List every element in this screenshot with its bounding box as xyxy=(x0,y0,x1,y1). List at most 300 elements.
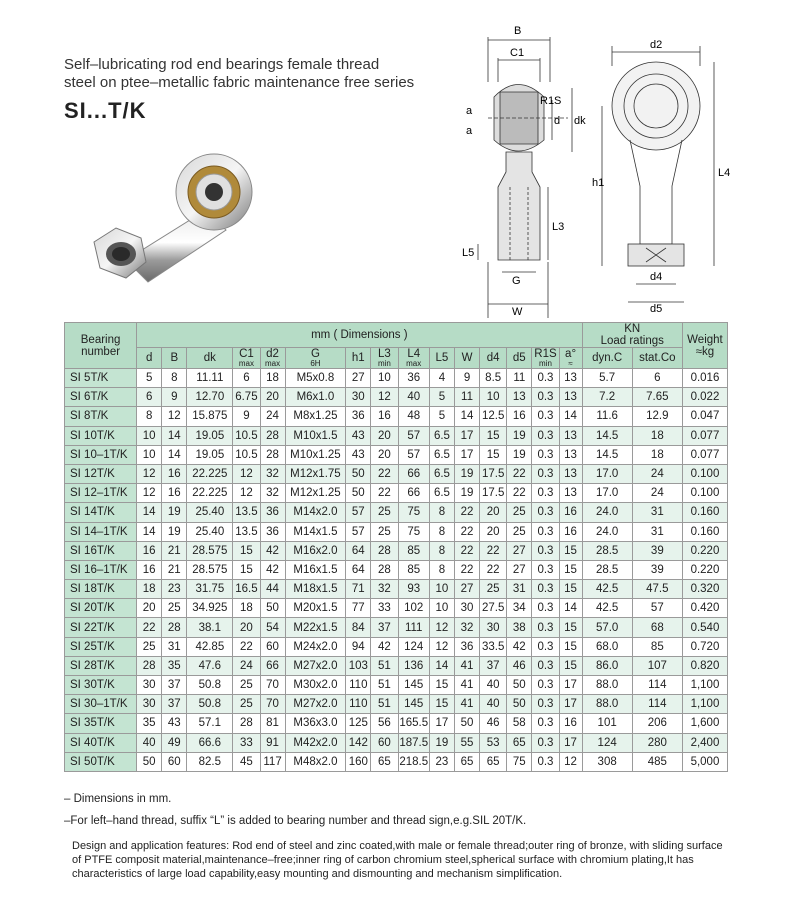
table-cell: 12 xyxy=(371,388,398,407)
table-cell: 5,000 xyxy=(682,752,727,771)
table-cell: 15 xyxy=(559,618,582,637)
table-cell: M5x0.8 xyxy=(285,369,346,388)
table-cell: 0.3 xyxy=(532,733,559,752)
table-cell: 24 xyxy=(233,656,260,675)
table-cell: 19.05 xyxy=(187,426,233,445)
table-cell: 12.5 xyxy=(480,407,507,426)
table-cell: 57 xyxy=(632,599,682,618)
table-cell: 25 xyxy=(480,580,507,599)
table-cell: 20 xyxy=(260,388,285,407)
table-cell: 39 xyxy=(632,560,682,579)
table-cell: 28 xyxy=(371,560,398,579)
table-cell: 37 xyxy=(480,656,507,675)
table-cell: 0.3 xyxy=(532,618,559,637)
table-cell: 102 xyxy=(398,599,429,618)
table-cell: 8 xyxy=(429,560,454,579)
table-cell: 28.5 xyxy=(582,560,632,579)
table-cell: 6 xyxy=(632,369,682,388)
table-cell: 33 xyxy=(371,599,398,618)
table-cell: 65 xyxy=(507,733,532,752)
table-cell: 110 xyxy=(346,676,371,695)
table-cell: 50.8 xyxy=(187,695,233,714)
table-cell: 35 xyxy=(162,656,187,675)
table-cell: 25 xyxy=(507,503,532,522)
table-cell: 28 xyxy=(260,426,285,445)
bearing-number-cell: SI 50T/K xyxy=(65,752,137,771)
table-cell: 20 xyxy=(371,445,398,464)
table-cell: 13 xyxy=(507,388,532,407)
table-cell: 50 xyxy=(346,464,371,483)
table-cell: 51 xyxy=(371,676,398,695)
table-cell: 9 xyxy=(162,388,187,407)
table-cell: 20 xyxy=(233,618,260,637)
table-cell: 11.11 xyxy=(187,369,233,388)
table-cell: 8 xyxy=(137,407,162,426)
table-cell: 20 xyxy=(371,426,398,445)
table-cell: M10x1.25 xyxy=(285,445,346,464)
column-header-sub: max xyxy=(265,359,281,368)
table-cell: 14 xyxy=(162,445,187,464)
table-cell: 22 xyxy=(233,637,260,656)
subtitle-line-2: steel on ptee–metallic fabric maintenance free series xyxy=(64,74,415,91)
table-cell: 125 xyxy=(346,714,371,733)
subtitle-line-1: Self–lubricating rod end bearings female thread xyxy=(64,56,380,73)
table-cell: 35 xyxy=(137,714,162,733)
diag-label-l5: L5 xyxy=(462,247,475,259)
table-cell: 54 xyxy=(260,618,285,637)
table-cell: 0.3 xyxy=(532,388,559,407)
table-row xyxy=(65,445,728,464)
bearing-number-cell: SI 28T/K xyxy=(65,656,137,675)
table-cell: 25 xyxy=(137,637,162,656)
table-cell: 0.720 xyxy=(682,637,727,656)
table-cell: 0.016 xyxy=(682,369,727,388)
table-cell: 15.875 xyxy=(187,407,233,426)
diag-label-dk: dk xyxy=(574,115,586,127)
table-cell: 28 xyxy=(137,656,162,675)
table-row xyxy=(65,580,728,599)
table-cell: 93 xyxy=(398,580,429,599)
column-header-main: d2 xyxy=(266,348,279,360)
table-cell: 17 xyxy=(559,733,582,752)
table-cell: 30 xyxy=(346,388,371,407)
table-cell: M27x2.0 xyxy=(285,695,346,714)
table-cell: 94 xyxy=(346,637,371,656)
table-cell: 28 xyxy=(260,445,285,464)
table-cell: 32 xyxy=(260,484,285,503)
table-row xyxy=(65,541,728,560)
table-cell: 51 xyxy=(371,695,398,714)
table-cell: 0.3 xyxy=(532,464,559,483)
table-cell: 40 xyxy=(137,733,162,752)
table-cell: 10.5 xyxy=(233,445,260,464)
bearing-number-cell: SI 6T/K xyxy=(65,388,137,407)
table-cell: 28 xyxy=(371,541,398,560)
column-header xyxy=(559,348,582,369)
table-cell: 6.5 xyxy=(429,445,454,464)
table-cell: 17 xyxy=(559,676,582,695)
table-cell: 16.5 xyxy=(233,580,260,599)
table-cell: 18 xyxy=(233,599,260,618)
table-cell: 9 xyxy=(454,369,479,388)
table-cell: 22 xyxy=(507,484,532,503)
table-cell: 8 xyxy=(429,522,454,541)
table-cell: 187.5 xyxy=(398,733,429,752)
table-cell: 36 xyxy=(260,522,285,541)
diag-label-h1: h1 xyxy=(592,177,605,189)
table-cell: 17 xyxy=(559,695,582,714)
column-header-main: L5 xyxy=(435,352,449,364)
column-header xyxy=(137,348,162,369)
column-header-main: h1 xyxy=(351,352,365,364)
table-cell: 0.047 xyxy=(682,407,727,426)
table-cell: 19 xyxy=(162,503,187,522)
table-cell: 20 xyxy=(480,522,507,541)
table-cell: 107 xyxy=(632,656,682,675)
table-cell: 15 xyxy=(429,676,454,695)
table-cell: 7.65 xyxy=(632,388,682,407)
table-cell: 206 xyxy=(632,714,682,733)
table-cell: 82.5 xyxy=(187,752,233,771)
column-header-main: W xyxy=(461,352,473,364)
table-cell: 57 xyxy=(398,445,429,464)
table-cell: 22 xyxy=(371,484,398,503)
table-cell: 12 xyxy=(137,484,162,503)
column-header-sub: min xyxy=(377,359,391,368)
column-header xyxy=(454,348,479,369)
table-cell: 36 xyxy=(398,369,429,388)
table-cell: 31 xyxy=(162,637,187,656)
table-cell: 136 xyxy=(398,656,429,675)
table-cell: 11 xyxy=(454,388,479,407)
column-header xyxy=(480,348,507,369)
table-cell: 5 xyxy=(137,369,162,388)
table-cell: 160 xyxy=(346,752,371,771)
table-cell: 6.75 xyxy=(233,388,260,407)
table-cell: 70 xyxy=(260,676,285,695)
diag-label-l3: L3 xyxy=(552,221,565,233)
header-weight: Weight ≈kg xyxy=(682,323,727,369)
bearing-number-cell: SI 5T/K xyxy=(65,369,137,388)
table-cell: 2,400 xyxy=(682,733,727,752)
bearing-number-cell: SI 20T/K xyxy=(65,599,137,618)
diag-label-d2: d2 xyxy=(650,39,663,51)
table-body xyxy=(65,369,728,772)
column-header-sub: max xyxy=(406,359,422,368)
table-cell: 0.100 xyxy=(682,484,727,503)
table-cell: 28.5 xyxy=(582,541,632,560)
table-cell: 36 xyxy=(454,637,479,656)
table-cell: 43 xyxy=(346,445,371,464)
column-header xyxy=(162,348,187,369)
table-cell: 27 xyxy=(507,541,532,560)
column-header-main: a° xyxy=(565,348,577,360)
table-cell: 28 xyxy=(233,714,260,733)
table-cell: 50.8 xyxy=(187,676,233,695)
table-cell: 101 xyxy=(582,714,632,733)
table-cell: 46 xyxy=(480,714,507,733)
table-cell: 0.420 xyxy=(682,599,727,618)
table-cell: 58 xyxy=(507,714,532,733)
table-cell: 14.5 xyxy=(582,426,632,445)
column-header xyxy=(260,348,285,369)
table-cell: 46 xyxy=(507,656,532,675)
table-row xyxy=(65,618,728,637)
table-cell: 6.5 xyxy=(429,464,454,483)
table-cell: 15 xyxy=(480,426,507,445)
front-diagram xyxy=(590,36,730,316)
bearing-number-cell: SI 30–1T/K xyxy=(65,695,137,714)
bearing-number-cell: SI 12T/K xyxy=(65,464,137,483)
table-cell: 8 xyxy=(429,503,454,522)
table-cell: 17.5 xyxy=(480,464,507,483)
table-cell: 88.0 xyxy=(582,676,632,695)
table-cell: 68.0 xyxy=(582,637,632,656)
table-cell: 47.6 xyxy=(187,656,233,675)
column-header-main: R1S xyxy=(534,348,557,360)
table-cell: 0.3 xyxy=(532,407,559,426)
table-cell: 24 xyxy=(632,484,682,503)
table-row xyxy=(65,426,728,445)
table-cell: 1,100 xyxy=(682,695,727,714)
table-cell: 0.022 xyxy=(682,388,727,407)
table-cell: 14 xyxy=(454,407,479,426)
table-cell: 0.3 xyxy=(532,676,559,695)
bearing-number-cell: SI 18T/K xyxy=(65,580,137,599)
table-cell: 4 xyxy=(429,369,454,388)
table-cell: 12 xyxy=(559,752,582,771)
table-cell: 27.5 xyxy=(480,599,507,618)
table-cell: 18 xyxy=(632,445,682,464)
table-cell: 81 xyxy=(260,714,285,733)
table-cell: 13.5 xyxy=(233,503,260,522)
table-cell: 15 xyxy=(559,541,582,560)
table-row xyxy=(65,733,728,752)
column-header-main: G xyxy=(310,348,320,360)
table-cell: 16 xyxy=(137,541,162,560)
table-cell: 12 xyxy=(137,464,162,483)
table-cell: 30 xyxy=(137,676,162,695)
table-cell: 42.85 xyxy=(187,637,233,656)
table-cell: 0.3 xyxy=(532,484,559,503)
table-cell: 30 xyxy=(480,618,507,637)
header-load-label: Load ratings xyxy=(600,335,664,347)
table-cell: 111 xyxy=(398,618,429,637)
table-cell: 12 xyxy=(233,484,260,503)
table-cell: 65 xyxy=(480,752,507,771)
bearing-number-cell: SI 10T/K xyxy=(65,426,137,445)
table-cell: 50 xyxy=(137,752,162,771)
table-cell: M14x1.5 xyxy=(285,522,346,541)
table-row xyxy=(65,369,728,388)
section-diagram xyxy=(448,22,598,322)
table-cell: 17 xyxy=(429,714,454,733)
table-cell: 0.3 xyxy=(532,714,559,733)
table-cell: 11 xyxy=(507,369,532,388)
table-cell: 19 xyxy=(454,484,479,503)
table-cell: 16 xyxy=(371,407,398,426)
table-row xyxy=(65,714,728,733)
rod-end-photo xyxy=(86,150,286,310)
table-cell: 18 xyxy=(260,369,285,388)
table-cell: 12.70 xyxy=(187,388,233,407)
table-cell: 25 xyxy=(371,522,398,541)
table-cell: 114 xyxy=(632,695,682,714)
column-header-main: d xyxy=(145,352,153,364)
table-cell: 10 xyxy=(429,599,454,618)
table-cell: 21 xyxy=(162,541,187,560)
table-cell: 308 xyxy=(582,752,632,771)
diag-label-b: B xyxy=(514,25,522,37)
bearing-number-cell: SI 14–1T/K xyxy=(65,522,137,541)
table-cell: 114 xyxy=(632,676,682,695)
table-cell: 31.75 xyxy=(187,580,233,599)
table-cell: 145 xyxy=(398,676,429,695)
table-cell: 43 xyxy=(162,714,187,733)
column-header xyxy=(187,348,233,369)
table-cell: 15 xyxy=(233,541,260,560)
table-cell: 85 xyxy=(398,541,429,560)
table-cell: 40 xyxy=(480,676,507,695)
table-cell: 19 xyxy=(507,426,532,445)
table-cell: 38 xyxy=(507,618,532,637)
header-kn: KN xyxy=(624,323,641,335)
table-row xyxy=(65,522,728,541)
table-cell: 31 xyxy=(507,580,532,599)
table-cell: 15 xyxy=(559,656,582,675)
table-cell: 31 xyxy=(632,522,682,541)
table-cell: 42 xyxy=(371,637,398,656)
table-cell: 10 xyxy=(480,388,507,407)
table-cell: 0.3 xyxy=(532,656,559,675)
table-cell: 75 xyxy=(398,503,429,522)
note-dimensions: – Dimensions in mm. xyxy=(64,793,172,805)
table-cell: 65 xyxy=(371,752,398,771)
table-cell: 19 xyxy=(507,445,532,464)
table-cell: 40 xyxy=(398,388,429,407)
table-cell: 280 xyxy=(632,733,682,752)
column-header xyxy=(371,348,398,369)
table-cell: 50 xyxy=(454,714,479,733)
table-cell: 13 xyxy=(559,369,582,388)
table-cell: 19 xyxy=(162,522,187,541)
table-cell: 25 xyxy=(162,599,187,618)
table-cell: 14.5 xyxy=(582,445,632,464)
table-row xyxy=(65,484,728,503)
column-header xyxy=(632,348,682,369)
table-cell: 33 xyxy=(233,733,260,752)
table-cell: 5 xyxy=(429,407,454,426)
table-cell: 22.225 xyxy=(187,484,233,503)
table-row xyxy=(65,656,728,675)
table-cell: 13 xyxy=(559,426,582,445)
table-cell: 22 xyxy=(371,464,398,483)
column-header-main: B xyxy=(170,352,179,364)
table-cell: 25 xyxy=(371,503,398,522)
table-cell: 28.575 xyxy=(187,560,233,579)
bearing-number-cell: SI 16–1T/K xyxy=(65,560,137,579)
table-cell: 40 xyxy=(480,695,507,714)
table-cell: 20 xyxy=(480,503,507,522)
table-cell: 43 xyxy=(346,426,371,445)
bearing-number-cell: SI 40T/K xyxy=(65,733,137,752)
note-left-hand: –For left–hand thread, suffix “L” is added to bearing number and thread sign,e.g.SIL 20T/K. xyxy=(64,815,527,827)
column-header-main: dyn.C xyxy=(592,352,623,364)
column-header xyxy=(233,348,260,369)
table-cell: 12 xyxy=(162,407,187,426)
table-cell: 16 xyxy=(162,464,187,483)
table-cell: 18 xyxy=(137,580,162,599)
table-cell: 9 xyxy=(233,407,260,426)
table-cell: 7.2 xyxy=(582,388,632,407)
table-cell: 57.0 xyxy=(582,618,632,637)
table-cell: 16 xyxy=(507,407,532,426)
table-cell: M48x2.0 xyxy=(285,752,346,771)
table-cell: M36x3.0 xyxy=(285,714,346,733)
table-cell: 50 xyxy=(346,484,371,503)
table-cell: 0.100 xyxy=(682,464,727,483)
table-cell: 0.3 xyxy=(532,637,559,656)
table-cell: 88.0 xyxy=(582,695,632,714)
table-cell: 41 xyxy=(454,656,479,675)
table-cell: 16 xyxy=(559,503,582,522)
table-cell: 60 xyxy=(162,752,187,771)
table-cell: 0.820 xyxy=(682,656,727,675)
table-cell: 55 xyxy=(454,733,479,752)
table-cell: M30x2.0 xyxy=(285,676,346,695)
bearing-number-cell: SI 30T/K xyxy=(65,676,137,695)
table-cell: 19 xyxy=(429,733,454,752)
header-load-ratings xyxy=(582,323,682,348)
table-cell: 6.5 xyxy=(429,484,454,503)
column-header xyxy=(582,348,632,369)
table-cell: 84 xyxy=(346,618,371,637)
table-cell: 32 xyxy=(454,618,479,637)
table-cell: 0.3 xyxy=(532,522,559,541)
table-cell: 64 xyxy=(346,560,371,579)
table-cell: 218.5 xyxy=(398,752,429,771)
column-header xyxy=(285,348,346,369)
table-cell: 124 xyxy=(398,637,429,656)
table-cell: M18x1.5 xyxy=(285,580,346,599)
table-cell: 33.5 xyxy=(480,637,507,656)
table-cell: 27 xyxy=(454,580,479,599)
table-cell: 0.3 xyxy=(532,426,559,445)
table-cell: 44 xyxy=(260,580,285,599)
column-header-main: C1 xyxy=(239,348,254,360)
table-cell: 47.5 xyxy=(632,580,682,599)
table-cell: 30 xyxy=(137,695,162,714)
model-title: SI...T/K xyxy=(64,98,147,123)
diag-label-d4: d4 xyxy=(650,271,663,283)
table-cell: 38.1 xyxy=(187,618,233,637)
table-cell: 22.225 xyxy=(187,464,233,483)
table-cell: 71 xyxy=(346,580,371,599)
table-cell: 57 xyxy=(346,503,371,522)
table-cell: M16x2.0 xyxy=(285,541,346,560)
diag-label-l4: L4 xyxy=(718,167,730,179)
spec-table xyxy=(64,322,728,772)
table-cell: 16 xyxy=(559,522,582,541)
table-cell: 0.220 xyxy=(682,541,727,560)
table-cell: M20x1.5 xyxy=(285,599,346,618)
table-cell: 70 xyxy=(260,695,285,714)
table-cell: 86.0 xyxy=(582,656,632,675)
table-cell: 77 xyxy=(346,599,371,618)
table-cell: 10 xyxy=(137,445,162,464)
table-row xyxy=(65,560,728,579)
table-cell: 50 xyxy=(507,676,532,695)
